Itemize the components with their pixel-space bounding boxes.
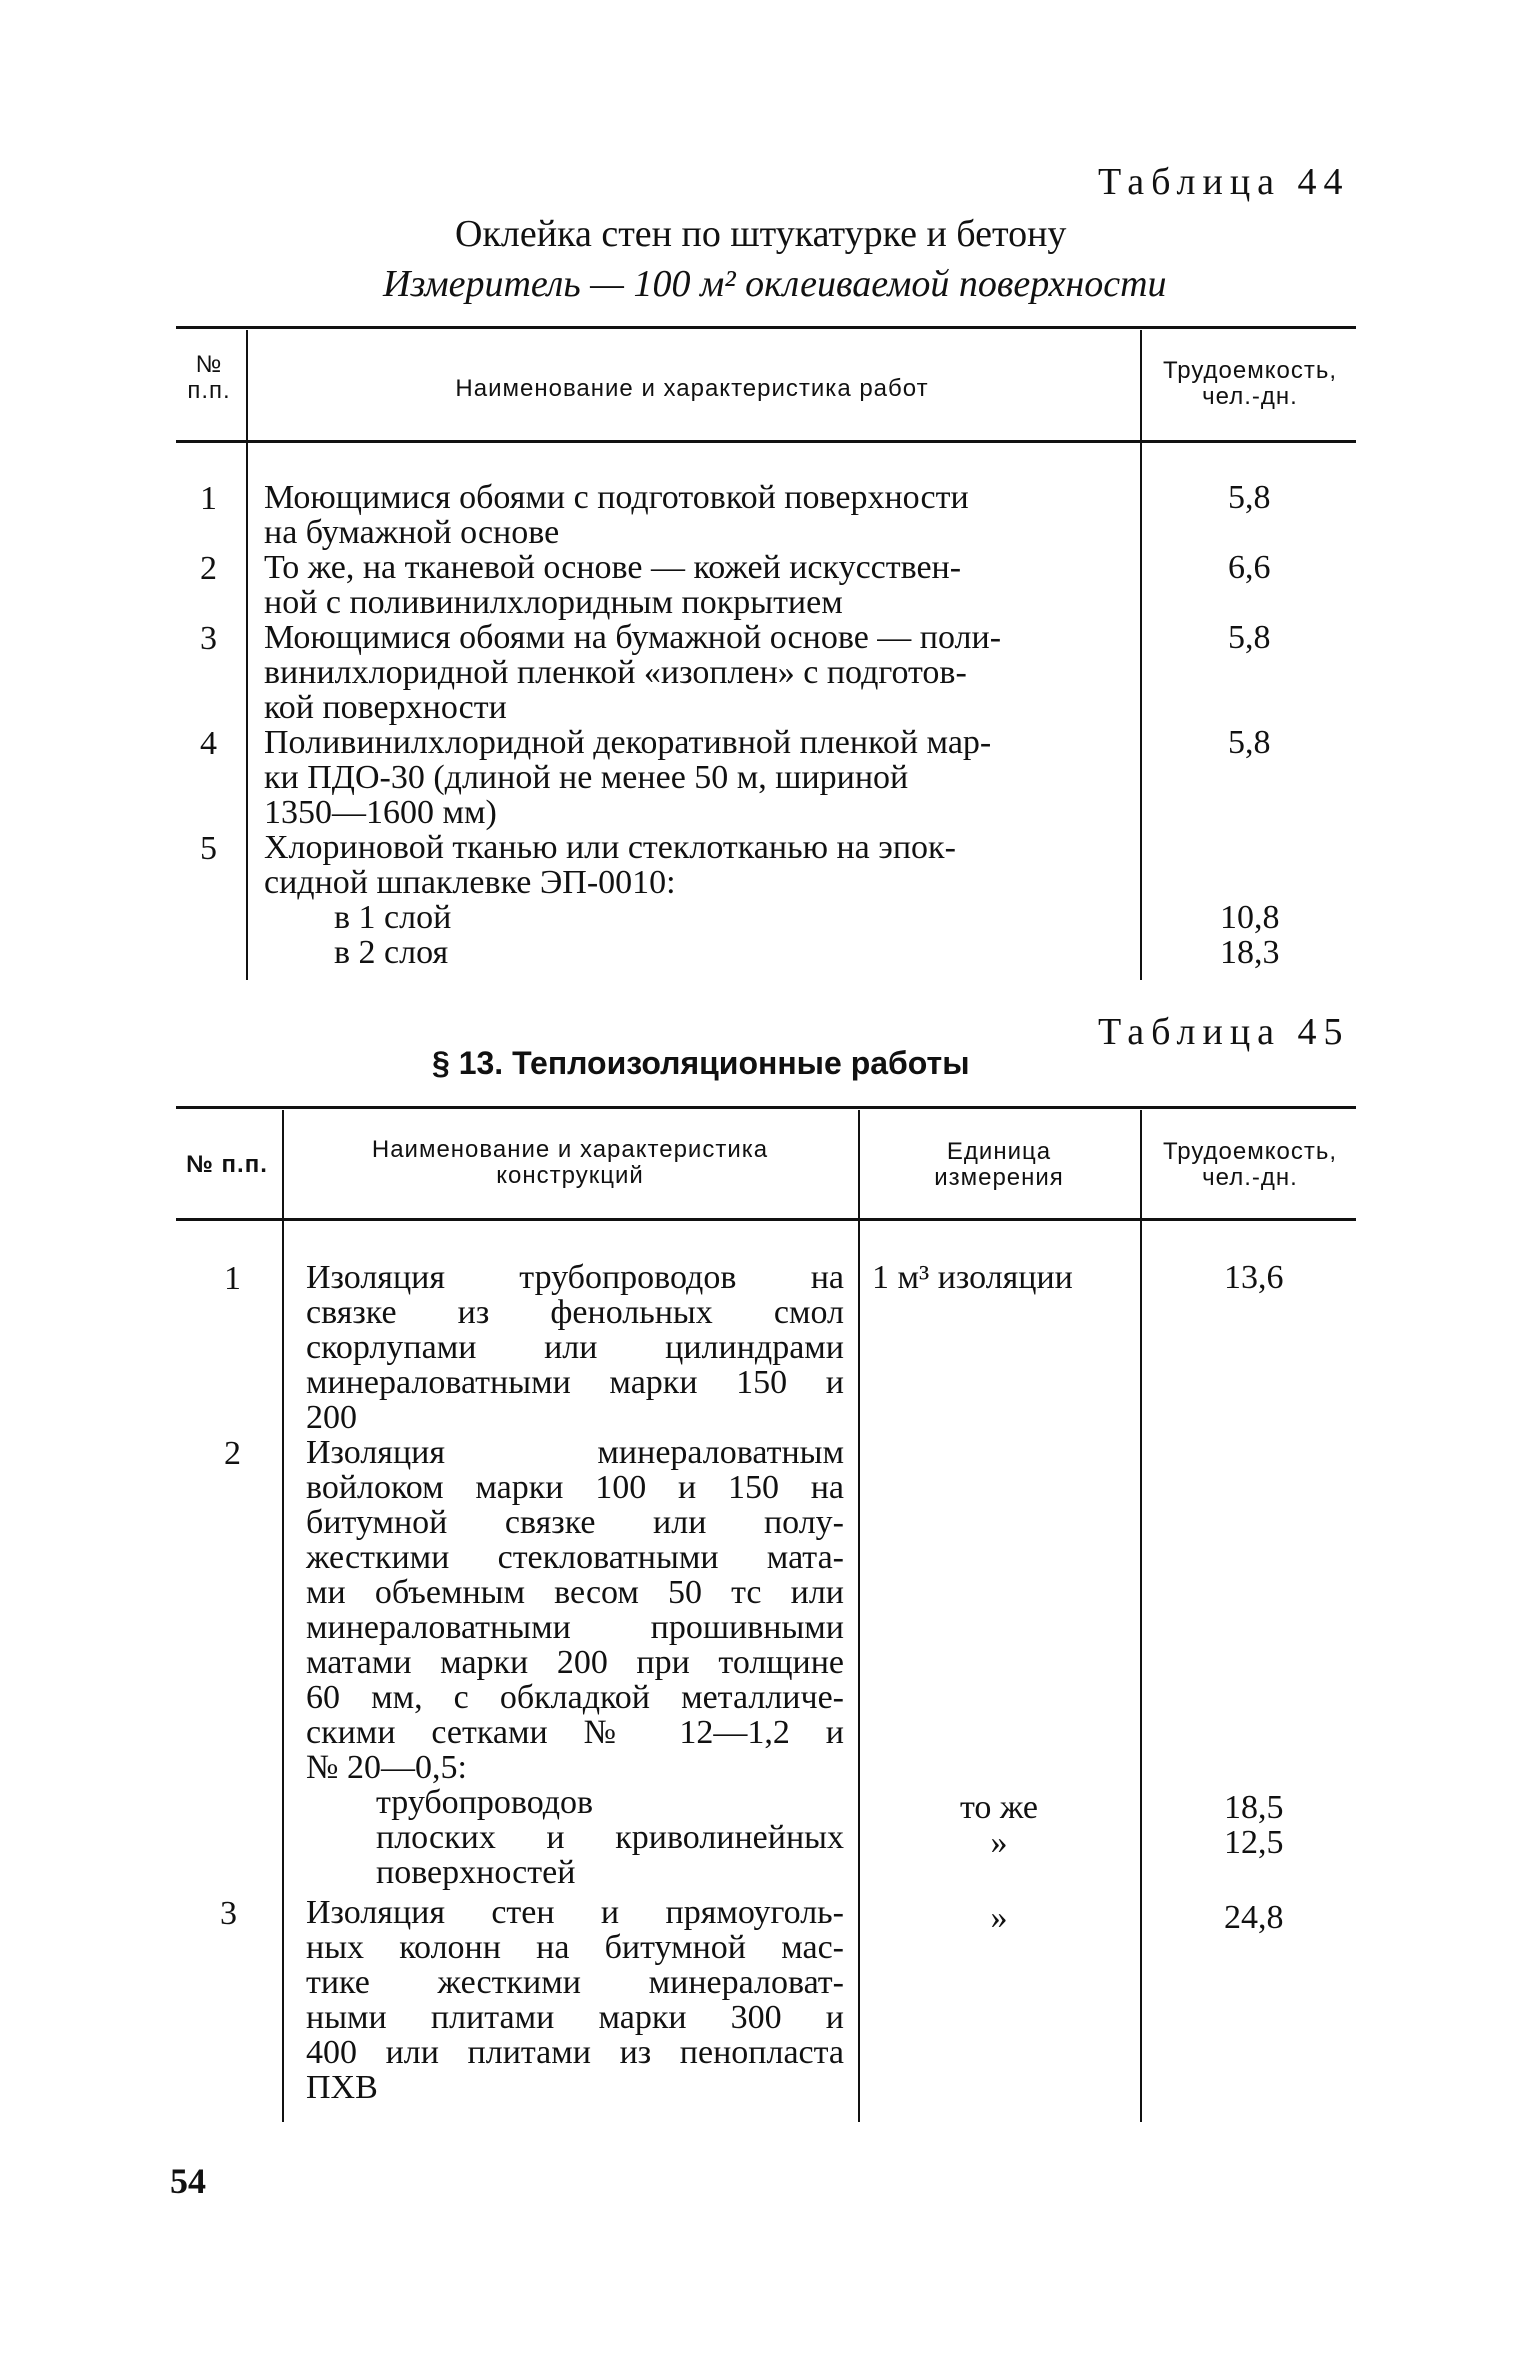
page-number: 54 (170, 2161, 206, 2201)
row-text-line: ными плитами марки 300 и (306, 1999, 844, 2036)
row-text-line: Изоляция минераловатным (306, 1434, 844, 1471)
row-text-line: сидной шпаклевке ЭП-0010: (264, 864, 676, 901)
row-value: 6,6 (1228, 549, 1271, 586)
row-value: 5,8 (1228, 619, 1271, 656)
row-text-line: 400 или плитами из пенопласта (306, 2034, 844, 2071)
table-45-col-divider-2 (858, 1110, 860, 2122)
row-text-line: битумной связке или полу- (306, 1504, 844, 1541)
row-unit: » (990, 1824, 1008, 1861)
table-45-header-name: Наименование и характеристика конструкций (371, 1136, 769, 1189)
row-number: 1 (200, 480, 217, 517)
row-text-line: в 2 слоя (334, 934, 449, 971)
table-45-col-divider-3 (1140, 1110, 1142, 2122)
row-text-line: № 20—0,5: (306, 1749, 467, 1786)
table-44-label: Таблица 44 (1098, 161, 1350, 203)
row-number: 5 (200, 830, 217, 867)
row-text-line: ных колонн на битумной мас- (306, 1929, 844, 1966)
row-text-line: жесткими стекловатными мата- (306, 1539, 844, 1576)
row-value: 18,5 (1224, 1789, 1284, 1826)
row-text-line: Хлориновой тканью или стеклотканью на эпок- (264, 829, 956, 866)
table-44-subtitle: Измеритель — 100 м² оклеиваемой поверхности (383, 263, 1167, 305)
row-number: 2 (224, 1435, 241, 1472)
row-number: 4 (200, 725, 217, 762)
table-45-top-rule (176, 1106, 1356, 1109)
row-number: 3 (200, 620, 217, 657)
table-44-header-labor: Трудоемкость, чел.-дн. (1162, 357, 1338, 410)
row-value: 5,8 (1228, 479, 1271, 516)
row-text-line: на бумажной основе (264, 514, 560, 551)
row-value: 12,5 (1224, 1824, 1284, 1861)
table-45-label: Таблица 45 (1098, 1011, 1350, 1053)
row-text-line: ки ПДО-30 (длиной не менее 50 м, шириной (264, 759, 909, 796)
row-text-line: в 1 слой (334, 899, 452, 936)
table-44-top-rule (176, 326, 1356, 329)
row-text-line: связке из фенольных смол (306, 1294, 844, 1331)
row-text-line: 1350—1600 мм) (264, 794, 497, 831)
table-44-title: Оклейка стен по штукатурке и бетону (455, 213, 1067, 255)
row-text-line: ми объемным весом 50 тс или (306, 1574, 844, 1611)
row-value: 18,3 (1220, 934, 1280, 971)
row-text-line: ПХВ (306, 2069, 378, 2106)
row-text-line: скорлупами или цилиндрами (306, 1329, 844, 1366)
row-unit: то же (959, 1789, 1039, 1826)
row-value: 13,6 (1224, 1259, 1284, 1296)
row-text-line: винилхлоридной пленкой «изоплен» с подготов- (264, 654, 967, 691)
row-text-line: матами марки 200 при толщине (306, 1644, 844, 1681)
row-text-line: тике жесткими минераловат- (306, 1964, 844, 2001)
subrow-label: поверхностей (376, 1854, 576, 1891)
row-text-line: ной с поливинилхлоридным покрытием (264, 584, 843, 621)
row-text-line: Моющимися обоями с подготовкой поверхности (264, 479, 969, 516)
table-45-col-divider-1 (282, 1110, 284, 2122)
table-44-header-rule (176, 440, 1356, 443)
table-44-header-name: Наименование и характеристика работ (455, 375, 929, 402)
row-text-line: минераловатными прошивными (306, 1609, 844, 1646)
row-unit: » (990, 1899, 1008, 1936)
subrow-label: плоских и криволинейных (376, 1819, 844, 1856)
row-text-line: войлоком марки 100 и 150 на (306, 1469, 844, 1506)
row-text-line: 200 (306, 1399, 357, 1436)
row-value: 10,8 (1220, 899, 1280, 936)
table-44-col-divider-1 (246, 330, 248, 980)
row-text-line: кой поверхности (264, 689, 507, 726)
row-text-line: То же, на тканевой основе — кожей искусствен- (264, 549, 962, 586)
table-44-col-divider-2 (1140, 330, 1142, 980)
table-45-header-unit: Единица измерения (934, 1138, 1064, 1191)
table-44-header-no: № п.п. (187, 351, 231, 404)
table-45-header-rule (176, 1218, 1356, 1221)
row-number: 1 (224, 1260, 241, 1297)
row-unit: 1 м³ изоляции (872, 1259, 1073, 1296)
row-number: 2 (200, 550, 217, 587)
table-45-header-no: № п.п. (186, 1151, 268, 1178)
row-text-line: Изоляция стен и прямоуголь- (306, 1894, 844, 1931)
row-text-line: Моющимися обоями на бумажной основе — поли- (264, 619, 1002, 656)
row-value: 5,8 (1228, 724, 1271, 761)
table-45-header-labor: Трудоемкость, чел.-дн. (1162, 1138, 1338, 1191)
row-text-line: Поливинилхлоридной декоративной пленкой мар- (264, 724, 992, 761)
subrow-label: трубопроводов (376, 1784, 594, 1821)
row-text-line: 60 мм, с обкладкой металличе- (306, 1679, 844, 1716)
row-value: 24,8 (1224, 1899, 1284, 1936)
section-heading: § 13. Теплоизоляционные работы (432, 1045, 970, 1081)
row-text-line: скими сетками № 12—1,2 и (306, 1714, 844, 1751)
row-text-line: минераловатными марки 150 и (306, 1364, 844, 1401)
row-number: 3 (220, 1895, 237, 1932)
row-text-line: Изоляция трубопроводов на (306, 1259, 844, 1296)
